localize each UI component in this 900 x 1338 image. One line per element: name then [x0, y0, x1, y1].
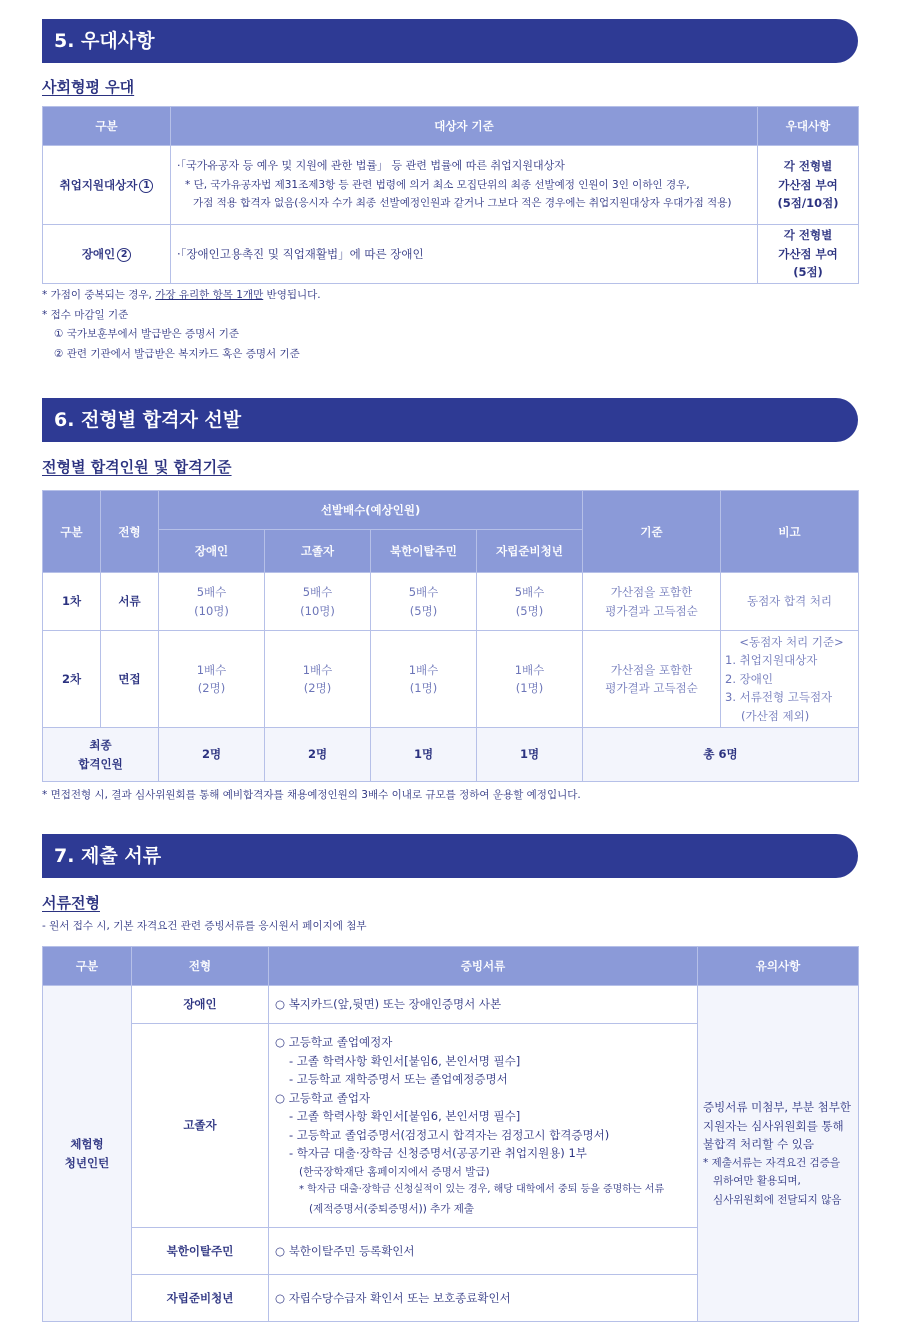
- doc-item: ○ 고등학교 졸업예정자: [275, 1035, 393, 1049]
- row-category: [43, 146, 171, 225]
- header-documents: 증빙서류: [269, 947, 698, 986]
- note-line: ② 관련 기관에서 발급받은 복지카드 혹은 증명서 기준: [54, 347, 300, 360]
- section6-subtitle: 전형별 합격인원 및 합격기준: [42, 458, 232, 476]
- table-row: [43, 146, 859, 225]
- row-category: 2차: [43, 631, 101, 728]
- header-criteria: 기준: [583, 491, 721, 573]
- note-line: ① 국가보훈부에서 발급받은 증명서 기준: [54, 328, 240, 340]
- ratio-text: 1배수: [408, 662, 439, 677]
- criteria-text: 가산점을 포함한: [610, 585, 693, 599]
- remark-text: 3. 서류전형 고득점자: [725, 690, 833, 705]
- criteria-text: 평가결과 고득점순: [605, 603, 698, 618]
- criteria-text: 가산점을 포함한: [610, 662, 693, 677]
- benefit-cell: [758, 225, 859, 284]
- table-row: [43, 986, 859, 1024]
- header-category: 구분: [43, 947, 132, 986]
- row-type: 자립준비청년: [132, 1275, 269, 1322]
- caution-text: 지원자는 심사위원회를 통해: [703, 1118, 844, 1133]
- final-count: 2명: [159, 728, 265, 782]
- header-independent: 자립준비청년: [477, 530, 583, 573]
- ratio-text: 5배수: [302, 585, 333, 599]
- header-type: 전형: [132, 947, 269, 986]
- section5-header: 5. 우대사항: [42, 19, 858, 63]
- ratio-cell: [371, 631, 477, 728]
- remark-text: 1. 취업지원대상자: [725, 653, 818, 668]
- header-caution: 유의사항: [698, 947, 859, 986]
- count-text: (10명): [194, 603, 229, 618]
- count-text: (5명): [409, 603, 438, 618]
- benefit-text: 가산점 부여: [778, 177, 838, 192]
- section6-note: * 면접전형 시, 결과 심사위원회를 통해 예비합격자를 채용예정인원의 3배수 이내로 규모를 정하여 운용할 예정입니다.: [42, 789, 581, 801]
- final-count: 1명: [477, 728, 583, 782]
- row-type: 고졸자: [132, 1024, 269, 1228]
- category-text: 청년인턴: [64, 1155, 110, 1170]
- doc-footnote: (제적증명서(중퇴증명서)) 추가 제출: [309, 1202, 475, 1215]
- section5-subtitle: 사회형평 우대: [42, 78, 135, 96]
- table-row: [43, 573, 859, 631]
- header-selection-group: 선발배수(예상인원): [159, 491, 583, 530]
- note-line: [42, 286, 321, 306]
- preference-table: [42, 106, 859, 284]
- note-emphasis: 가장 유리한 항목 1개만: [155, 289, 264, 301]
- header-category: 구분: [43, 107, 171, 146]
- documents-cell: ○ 북한이탈주민 등록확인서: [269, 1228, 698, 1275]
- section7-subtitle: 서류전형: [42, 894, 100, 912]
- final-category: [43, 728, 159, 782]
- caution-cell: [698, 986, 859, 1322]
- section6-header: 6. 전형별 합격자 선발: [42, 398, 858, 442]
- row-category: [43, 986, 132, 1322]
- section7-intro: - 원서 접수 시, 기본 자격요건 관련 증빙서류를 응시원서 페이지에 첨부: [42, 920, 367, 932]
- doc-item: - 고등학교 재학증명서 또는 졸업예정증명서: [289, 1072, 508, 1086]
- count-text: (2명): [303, 681, 332, 695]
- category-label: 취업지원대상자: [59, 177, 138, 192]
- ratio-text: 5배수: [408, 585, 439, 599]
- criteria-cell: [171, 146, 758, 225]
- ratio-text: 5배수: [196, 585, 227, 599]
- category-text: 체험형: [70, 1137, 104, 1151]
- selection-table: [42, 490, 859, 782]
- benefit-text: (5점): [793, 265, 823, 280]
- header-defector: 북한이탈주민: [371, 530, 477, 573]
- header-disabled: 장애인: [159, 530, 265, 573]
- criteria-text: ·「국가유공자 등 예우 및 지원에 관한 법률」 등 관련 법률에 따른 취업지원대상자: [177, 159, 565, 173]
- criteria-text: 평가결과 고득점순: [605, 681, 698, 695]
- table-row: [43, 225, 859, 284]
- remark-text: <동점자 처리 기준>: [739, 634, 844, 649]
- criteria-cell: [583, 573, 721, 631]
- criteria-footnote: * 단, 국가유공자법 제31조제3항 등 관련 법령에 의거 최소 모집단위의 최종 선발예정 인원이 3인 이하인 경우,: [185, 178, 690, 191]
- remark-text: (가산점 제외): [741, 708, 810, 723]
- criteria-text: ·「장애인고용촉진 및 직업재활법」에 따른 장애인: [177, 246, 424, 261]
- circle-number-mark: 1: [139, 179, 153, 193]
- final-count: 1명: [371, 728, 477, 782]
- ratio-cell: [159, 631, 265, 728]
- remark-cell: 동점자 합격 처리: [721, 573, 859, 631]
- section5-notes: [42, 286, 321, 364]
- doc-item: ○ 고등학교 졸업자: [275, 1090, 371, 1105]
- doc-item: - 고등학교 졸업증명서(검정고시 합격자는 검정고시 합격증명서): [289, 1127, 610, 1142]
- documents-cell: [269, 1024, 698, 1228]
- row-type: 장애인: [132, 986, 269, 1024]
- count-text: (1명): [409, 681, 438, 695]
- header-remark: 비고: [721, 491, 859, 573]
- ratio-cell: [159, 573, 265, 631]
- ratio-text: 1배수: [302, 662, 333, 677]
- doc-item: - 학자금 대출·장학금 신청증명서(공공기관 취업지원용) 1부: [289, 1146, 587, 1160]
- benefit-text: 가산점 부여: [778, 246, 838, 261]
- final-label: 합격인원: [78, 756, 123, 771]
- criteria-cell: [171, 225, 758, 284]
- remark-cell: [721, 631, 859, 728]
- final-label: 최종: [89, 738, 112, 752]
- category-label: 장애인: [81, 246, 116, 261]
- ratio-text: 1배수: [514, 662, 545, 677]
- caution-footnote: * 제출서류는 자격요건 검증을: [703, 1156, 840, 1169]
- count-text: (1명): [515, 681, 544, 695]
- header-category: 구분: [43, 491, 101, 573]
- benefit-text: 각 전형별: [783, 159, 833, 174]
- note-line: * 접수 마감일 기준: [42, 308, 129, 321]
- row-type: 면접: [101, 631, 159, 728]
- count-text: (10명): [300, 603, 335, 618]
- header-highschool: 고졸자: [265, 530, 371, 573]
- ratio-cell: [265, 631, 371, 728]
- ratio-cell: [265, 573, 371, 631]
- header-criteria: 대상자 기준: [171, 107, 758, 146]
- count-text: (5명): [515, 603, 544, 618]
- doc-footnote: * 학자금 대출·장학금 신청실적이 있는 경우, 해당 대학에서 중퇴 등을 증명하는 서류: [299, 1184, 665, 1195]
- documents-cell: ○ 자립수당수급자 확인서 또는 보호종료확인서: [269, 1275, 698, 1322]
- row-category: 1차: [43, 573, 101, 631]
- ratio-text: 1배수: [196, 662, 227, 677]
- ratio-cell: [477, 631, 583, 728]
- doc-item: - 고졸 학력사항 확인서[붙임6, 본인서명 필수]: [289, 1109, 521, 1123]
- circle-number-mark: 2: [117, 248, 131, 262]
- doc-item: (한국장학재단 홈페이지에서 증명서 발급): [299, 1165, 490, 1178]
- final-total: 총 6명: [583, 728, 859, 782]
- caution-text: 불합격 처리할 수 있음: [703, 1137, 814, 1151]
- doc-item: - 고졸 학력사항 확인서[붙임6, 본인서명 필수]: [289, 1053, 521, 1068]
- row-type: 북한이탈주민: [132, 1228, 269, 1275]
- table-row: [43, 631, 859, 728]
- benefit-text: 각 전형별: [783, 228, 833, 243]
- benefit-text: (5점/10점): [777, 196, 839, 211]
- note-text: * 가점이 중복되는 경우,: [42, 289, 156, 301]
- row-type: 서류: [101, 573, 159, 631]
- header-benefit: 우대사항: [758, 107, 859, 146]
- note-text: 반영됩니다.: [263, 289, 321, 301]
- ratio-text: 5배수: [514, 585, 545, 599]
- documents-table: [42, 946, 859, 1322]
- row-category: [43, 225, 171, 284]
- section7-header: 7. 제출 서류: [42, 834, 858, 878]
- caution-footnote: 심사위원회에 전달되지 않음: [713, 1193, 842, 1206]
- table-row: [43, 728, 859, 782]
- benefit-cell: [758, 146, 859, 225]
- ratio-cell: [371, 573, 477, 631]
- final-count: 2명: [265, 728, 371, 782]
- criteria-cell: [583, 631, 721, 728]
- ratio-cell: [477, 573, 583, 631]
- documents-cell: ○ 복지카드(앞,뒷면) 또는 장애인증명서 사본: [269, 986, 698, 1024]
- caution-text: 증빙서류 미첨부, 부분 첨부한: [703, 1100, 851, 1114]
- header-type: 전형: [101, 491, 159, 573]
- criteria-footnote: 가점 적용 합격자 없음(응시자 수가 최종 선발예정인원과 같거나 그보다 적은 경우에는 취업지원대상자 우대가점 적용): [193, 197, 732, 210]
- remark-text: 2. 장애인: [725, 671, 773, 686]
- count-text: (2명): [197, 681, 226, 695]
- caution-footnote: 위하여만 활용되며,: [713, 1175, 801, 1187]
